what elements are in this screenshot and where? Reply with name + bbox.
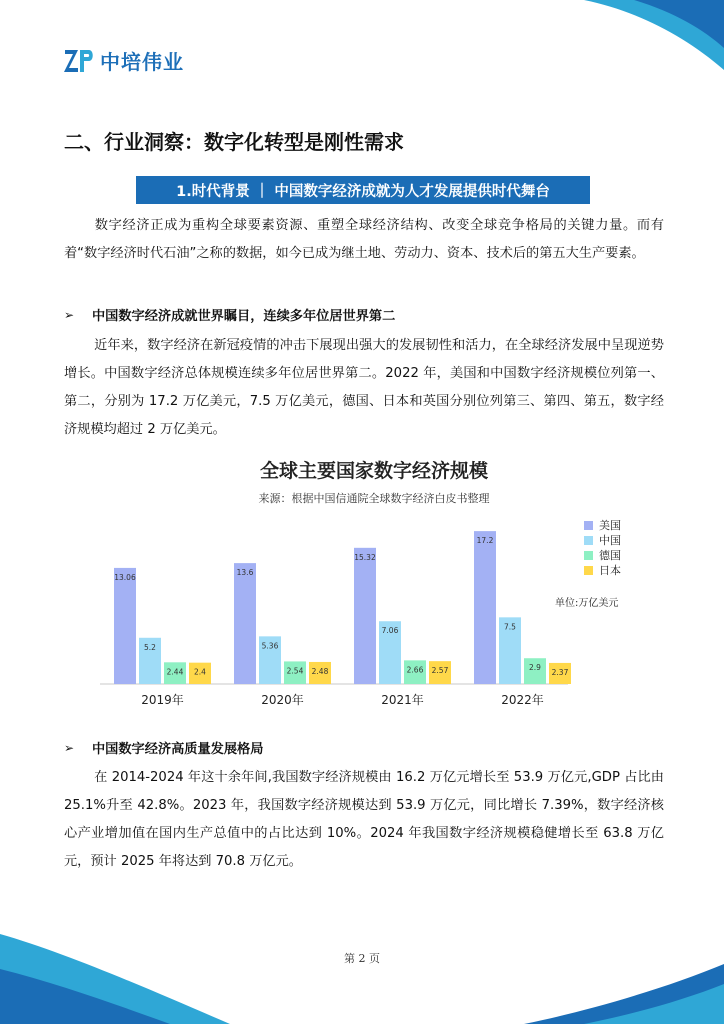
bar-value-label: 2.66	[406, 665, 424, 675]
legend-swatch	[584, 551, 593, 560]
bar-value-label: 5.2	[144, 642, 156, 652]
x-tick-label: 2022年	[501, 693, 544, 707]
chart-title: 全球主要国家数字经济规模	[259, 460, 488, 482]
paragraph-2	[64, 332, 664, 444]
x-tick-label: 2019年	[141, 693, 184, 707]
bar-value-label: 2.48	[311, 666, 329, 676]
arrow-bullet-icon: ➢	[64, 740, 75, 755]
bar-chart	[94, 456, 654, 718]
bar-value-label: 2.37	[551, 667, 569, 677]
company-logo	[64, 46, 184, 75]
paragraph-2-text: 近年来，数字经济在新冠疫情的冲击下展现出强大的发展韧性和活力，在全球经济发展中呈现逆势增长。中国数字经济总体规模连续多年位居世界第二。2022 年，美国和中国数字经济规模位列第一、第二，分别为 17.2 万亿美元，7.5 万亿美元，德国、日本和英国分别位列第三、第四、第五，数字经济规模均超过 2 万亿美元。	[64, 338, 664, 437]
bar-value-label: 2.44	[166, 667, 184, 677]
bullet-heading-2-text: 中国数字经济高质量发展格局	[92, 742, 264, 757]
paragraph-3-text: 在 2014-2024 年这十余年间,我国数字经济规模由 16.2 万亿元增长至 53.9 万亿元,GDP 占比由 25.1%升至 42.8%。2023 年，我国数字经济规模达到 53.9 万亿元，同比增长 7.39%，数字经济核心产业增加值在国内生产总值中的占比达到 10%。2024 年我国数字经济规模稳健增长至 63.8 万亿元，预计 2025 年将达到 70.8 万亿元。	[64, 770, 664, 869]
top-right-wave-decoration	[524, 0, 724, 70]
bar-value-label: 2.4	[194, 667, 206, 677]
bar-0-1	[234, 563, 256, 684]
digital-economy-chart	[94, 456, 654, 718]
legend-swatch	[584, 521, 593, 530]
bullet-heading-2	[64, 738, 263, 757]
paragraph-3	[64, 764, 664, 876]
arrow-bullet-icon: ➢	[64, 307, 75, 322]
legend-swatch	[584, 566, 593, 575]
legend-label: 日本	[599, 564, 621, 577]
bar-value-label: 2.9	[529, 663, 541, 673]
bar-value-label: 7.5	[504, 622, 516, 632]
bottom-right-wave-decoration	[524, 964, 724, 1024]
bar-value-label: 2.54	[286, 666, 304, 676]
zp-logo-icon	[64, 48, 94, 74]
bar-value-label: 2.57	[431, 666, 449, 676]
legend-label: 美国	[599, 519, 621, 532]
paragraph-1	[64, 212, 664, 268]
bar-value-label: 5.36	[261, 641, 279, 651]
unit-label: 单位:万亿美元	[555, 598, 619, 609]
chart-subtitle: 来源：根据中国信通院全球数字经济白皮书整理	[258, 492, 490, 505]
page-number: 第 2 页	[344, 952, 380, 965]
legend-label: 中国	[599, 534, 621, 547]
bar-0-0	[114, 568, 136, 684]
bullet-heading-1	[64, 305, 395, 324]
paragraph-1-text: 数字经济正成为重构全球要素资源、重塑全球经济结构、改变全球竞争格局的关键力量。而有着“数字经济时代石油”之称的数据，如今已成为继土地、劳动力、资本、技术后的第五大生产要素。	[64, 218, 664, 261]
bar-value-label: 7.06	[381, 626, 399, 636]
bar-0-2	[354, 548, 376, 684]
bullet-heading-1-text: 中国数字经济成就世界瞩目，连续多年位居世界第二	[92, 309, 396, 324]
bar-value-label: 13.6	[236, 568, 254, 578]
legend-label: 德国	[599, 549, 621, 562]
bar-value-label: 15.32	[354, 552, 376, 562]
subsection-banner: 1.时代背景 ｜ 中国数字经济成就为人才发展提供时代舞台	[136, 176, 590, 204]
bar-value-label: 13.06	[114, 572, 136, 582]
bar-0-3	[474, 531, 496, 684]
logo-text: 中培伟业	[100, 50, 184, 74]
x-tick-label: 2021年	[381, 693, 424, 707]
section-title: 二、行业洞察：数字化转型是刚性需求	[64, 130, 404, 154]
legend-swatch	[584, 536, 593, 545]
bottom-left-wave-decoration	[0, 914, 230, 1024]
bar-value-label: 17.2	[476, 536, 494, 546]
x-tick-label: 2020年	[261, 693, 304, 707]
